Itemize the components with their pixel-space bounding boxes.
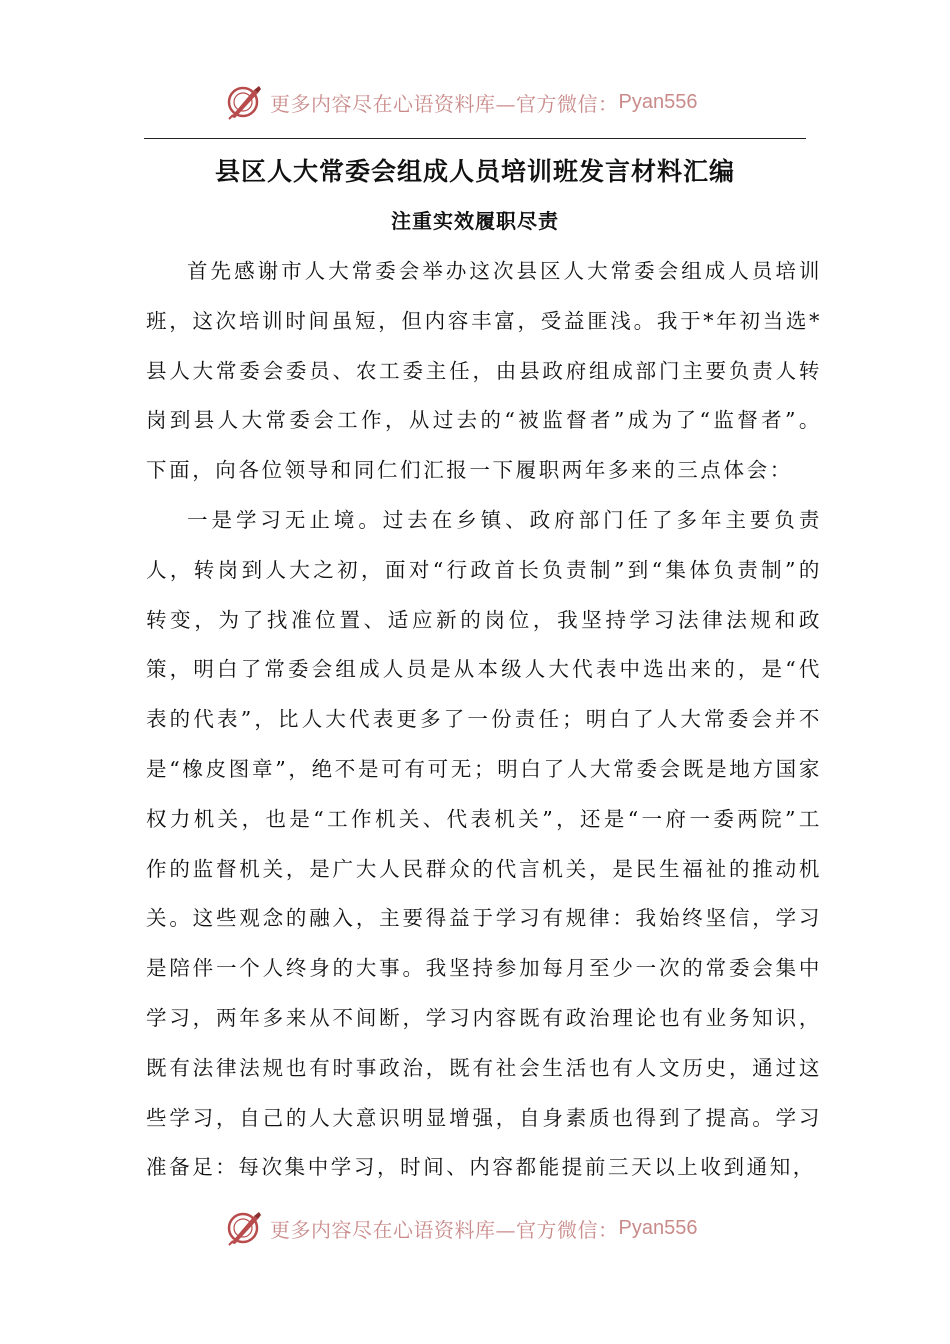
banner-wechat-id: Pyan556 bbox=[618, 1216, 698, 1239]
banner-wechat-id: Pyan556 bbox=[618, 90, 698, 113]
footer-banner bbox=[0, 1208, 950, 1248]
paragraph-point-one: 一是学习无止境。过去在乡镇、政府部门任了多年主要负责人，转岗到人大之初，面对“行政首长负责制”到“集体负责制”的转变，为了找准位置、适应新的岗位，我坚持学习法律法规和政策，明白了常委会组成人员是从本级人大代表中选出来的，是“代表的代表”，比人大代表更多了一份责任；明白了人大常委会并不是“橡皮图章”，绝不是可有可无；明白了人大常委会既是地方国家权力机关，也是“工作机关、代表机关”，还是“一府一委两院”工作的监督机关，是广大人民群众的代言机关，是民生福祉的推动机关。这些观念的融入，主要得益于学习有规律：我始终坚信，学习是陪伴一个人终身的大事。我坚持参加每月至少一次的常委会集中学习，两年多来从不间断，学习内容既有政治理论也有业务知识，既有法律法规也有时事政治，既有社会生活也有人文历史，通过这些学习，自己的人大意识明显增强，自身素质也得到了提高。学习准备足：每次集中学习，时间、内容都能提前三天以上收到通知， bbox=[146, 507, 822, 1180]
pen-logo-icon bbox=[226, 84, 262, 120]
banner-text: 更多内容尽在心语资料库—官方微信： bbox=[270, 1217, 619, 1242]
paragraph-intro: 首先感谢市人大常委会举办这次县区人大常委会组成人员培训班，这次培训时间虽短，但内容丰富，受益匪浅。我于*年初当选*县人大常委会委员、农工委主任，由县政府组成部门主要负责人转岗到县人大常委会工作，从过去的“被监督者”成为了“监督者”。下面，向各位领导和同仁们汇报一下履职两年多来的三点体会： bbox=[146, 259, 822, 483]
banner-text: 更多内容尽在心语资料库—官方微信： bbox=[270, 91, 619, 116]
document-subtitle: 注重实效履职尽责 bbox=[391, 209, 559, 233]
pen-logo-icon bbox=[226, 1210, 262, 1246]
header-banner bbox=[0, 82, 950, 122]
header-divider bbox=[144, 138, 806, 139]
document-title: 县区人大常委会组成人员培训班发言材料汇编 bbox=[214, 157, 735, 186]
document-body bbox=[146, 247, 822, 1193]
